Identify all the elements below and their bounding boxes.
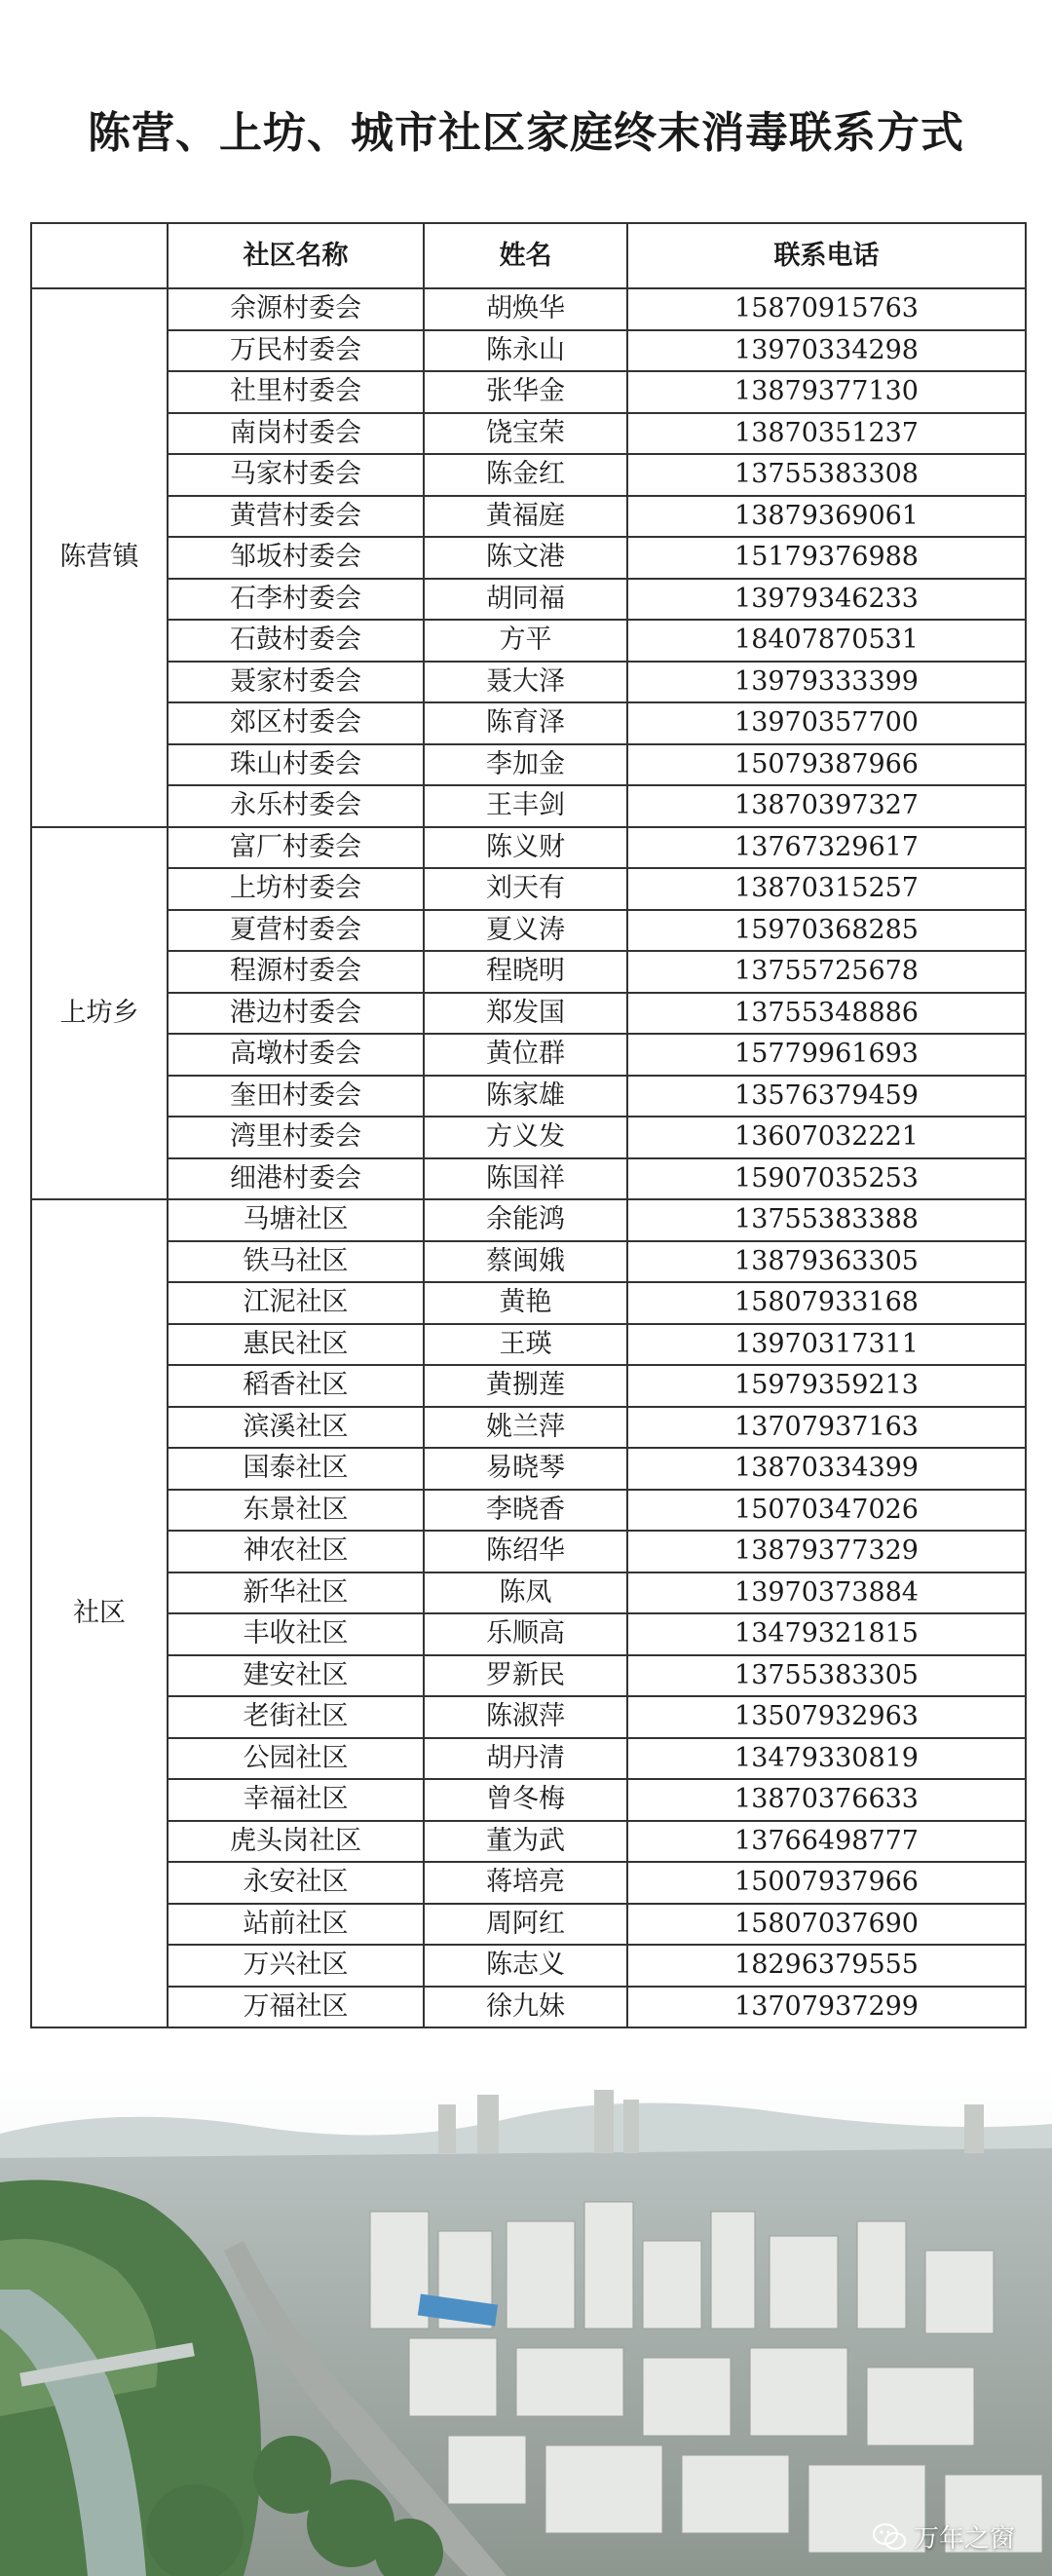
person-name-cell: 胡丹清	[424, 1738, 627, 1780]
community-name-cell: 丰收社区	[168, 1613, 424, 1655]
phone-cell: 13755383305	[627, 1655, 1026, 1697]
table-row	[31, 1862, 1026, 1904]
phone-cell: 13979333399	[627, 662, 1026, 703]
person-name-cell: 黄福庭	[424, 496, 627, 538]
community-name-cell: 稻香社区	[168, 1365, 424, 1407]
phone-cell: 15979359213	[627, 1365, 1026, 1407]
person-name-cell: 曾冬梅	[424, 1779, 627, 1821]
community-name-cell: 幸福社区	[168, 1779, 424, 1821]
table-row	[31, 1199, 1026, 1241]
wechat-icon	[873, 2523, 906, 2551]
phone-cell: 15907035253	[627, 1158, 1026, 1200]
person-name-cell: 余能鸿	[424, 1199, 627, 1241]
phone-cell: 15079387966	[627, 744, 1026, 786]
person-name-cell: 易晓琴	[424, 1448, 627, 1490]
person-name-cell: 黄艳	[424, 1282, 627, 1324]
community-name-cell: 夏营村委会	[168, 910, 424, 952]
contact-table	[30, 222, 1027, 2028]
person-name-cell: 陈育泽	[424, 702, 627, 744]
table-row	[31, 1655, 1026, 1697]
community-name-cell: 富厂村委会	[168, 827, 424, 869]
phone-cell: 13970357700	[627, 702, 1026, 744]
aerial-photo-illustration	[0, 2065, 1052, 2576]
community-name-cell: 珠山村委会	[168, 744, 424, 786]
community-name-cell: 程源村委会	[168, 951, 424, 993]
community-name-cell: 余源村委会	[168, 288, 424, 330]
phone-cell: 15070347026	[627, 1490, 1026, 1532]
table-row	[31, 1034, 1026, 1076]
community-name-cell: 石鼓村委会	[168, 620, 424, 662]
community-name-cell: 虎头岗社区	[168, 1821, 424, 1863]
town-aerial-photo	[0, 2065, 1052, 2576]
table-row	[31, 496, 1026, 538]
person-name-cell: 王瑛	[424, 1324, 627, 1366]
phone-cell: 18407870531	[627, 620, 1026, 662]
header-phone: 联系电话	[627, 223, 1026, 288]
table-row	[31, 1531, 1026, 1572]
community-name-cell: 湾里村委会	[168, 1117, 424, 1158]
community-name-cell: 高墩村委会	[168, 1034, 424, 1076]
phone-cell: 13755383308	[627, 454, 1026, 496]
phone-cell: 13479330819	[627, 1738, 1026, 1780]
table-row	[31, 744, 1026, 786]
community-name-cell: 马家村委会	[168, 454, 424, 496]
community-name-cell: 黄营村委会	[168, 496, 424, 538]
header-community-name: 社区名称	[168, 223, 424, 288]
person-name-cell: 陈金红	[424, 454, 627, 496]
community-name-cell: 铁马社区	[168, 1241, 424, 1283]
phone-cell: 13879377130	[627, 371, 1026, 413]
community-name-cell: 东景社区	[168, 1490, 424, 1532]
header-person-name: 姓名	[424, 223, 627, 288]
table-row	[31, 868, 1026, 910]
person-name-cell: 方平	[424, 620, 627, 662]
community-name-cell: 万福社区	[168, 1987, 424, 2028]
table-row	[31, 413, 1026, 455]
table-row	[31, 330, 1026, 372]
table-row	[31, 1738, 1026, 1780]
person-name-cell: 李晓香	[424, 1490, 627, 1532]
phone-cell: 13479321815	[627, 1613, 1026, 1655]
person-name-cell: 胡焕华	[424, 288, 627, 330]
community-name-cell: 神农社区	[168, 1531, 424, 1572]
phone-cell: 13970334298	[627, 330, 1026, 372]
table-row	[31, 537, 1026, 579]
watermark	[873, 2519, 1015, 2555]
phone-cell: 13766498777	[627, 1821, 1026, 1863]
table-row	[31, 1696, 1026, 1738]
person-name-cell: 黄位群	[424, 1034, 627, 1076]
person-name-cell: 陈家雄	[424, 1076, 627, 1118]
community-name-cell: 国泰社区	[168, 1448, 424, 1490]
phone-cell: 13979346233	[627, 579, 1026, 621]
person-name-cell: 郑发国	[424, 993, 627, 1035]
table-row	[31, 702, 1026, 744]
table-row	[31, 1282, 1026, 1324]
phone-cell: 15807037690	[627, 1904, 1026, 1946]
phone-cell: 13707937163	[627, 1407, 1026, 1449]
person-name-cell: 姚兰萍	[424, 1407, 627, 1449]
phone-cell: 13755383388	[627, 1199, 1026, 1241]
table-row	[31, 1572, 1026, 1614]
table-row	[31, 785, 1026, 827]
phone-cell: 13607032221	[627, 1117, 1026, 1158]
table-row	[31, 579, 1026, 621]
community-name-cell: 石李村委会	[168, 579, 424, 621]
person-name-cell: 黄捌莲	[424, 1365, 627, 1407]
table-row	[31, 910, 1026, 952]
community-name-cell: 社里村委会	[168, 371, 424, 413]
phone-cell: 13970373884	[627, 1572, 1026, 1614]
community-name-cell: 港边村委会	[168, 993, 424, 1035]
group-name-cell: 社区	[31, 1199, 168, 2027]
table-row	[31, 1158, 1026, 1200]
header-group	[31, 223, 168, 288]
phone-cell: 15007937966	[627, 1862, 1026, 1904]
table-row	[31, 1490, 1026, 1532]
phone-cell: 13707937299	[627, 1987, 1026, 2028]
table-row	[31, 951, 1026, 993]
phone-cell: 13970317311	[627, 1324, 1026, 1366]
person-name-cell: 徐九妹	[424, 1987, 627, 2028]
person-name-cell: 胡同福	[424, 579, 627, 621]
table-row	[31, 1945, 1026, 1987]
phone-cell: 13870376633	[627, 1779, 1026, 1821]
table-row	[31, 827, 1026, 869]
page-title: 陈营、上坊、城市社区家庭终末消毒联系方式	[88, 108, 964, 158]
person-name-cell: 刘天有	[424, 868, 627, 910]
phone-cell: 13879369061	[627, 496, 1026, 538]
person-name-cell: 夏义涛	[424, 910, 627, 952]
person-name-cell: 饶宝荣	[424, 413, 627, 455]
person-name-cell: 聂大泽	[424, 662, 627, 703]
group-name-cell: 陈营镇	[31, 288, 168, 827]
phone-cell: 15179376988	[627, 537, 1026, 579]
person-name-cell: 陈永山	[424, 330, 627, 372]
table-header-row	[31, 223, 1026, 288]
person-name-cell: 蒋培亮	[424, 1862, 627, 1904]
community-name-cell: 公园社区	[168, 1738, 424, 1780]
community-name-cell: 永安社区	[168, 1862, 424, 1904]
phone-cell: 15807933168	[627, 1282, 1026, 1324]
community-name-cell: 细港村委会	[168, 1158, 424, 1200]
table-row	[31, 1613, 1026, 1655]
watermark-text: 万年之窗	[913, 2524, 1015, 2554]
community-name-cell: 奎田村委会	[168, 1076, 424, 1118]
table-row	[31, 993, 1026, 1035]
community-name-cell: 马塘社区	[168, 1199, 424, 1241]
table-row	[31, 1779, 1026, 1821]
person-name-cell: 程晓明	[424, 951, 627, 993]
community-name-cell: 邹坂村委会	[168, 537, 424, 579]
community-name-cell: 聂家村委会	[168, 662, 424, 703]
person-name-cell: 陈国祥	[424, 1158, 627, 1200]
person-name-cell: 陈义财	[424, 827, 627, 869]
table-body	[31, 288, 1026, 2027]
phone-cell: 15779961693	[627, 1034, 1026, 1076]
community-name-cell: 惠民社区	[168, 1324, 424, 1366]
group-name-cell: 上坊乡	[31, 827, 168, 1200]
community-name-cell: 郊区村委会	[168, 702, 424, 744]
table-row	[31, 371, 1026, 413]
community-name-cell: 新华社区	[168, 1572, 424, 1614]
community-name-cell: 万民村委会	[168, 330, 424, 372]
table-row	[31, 620, 1026, 662]
table-row	[31, 288, 1026, 330]
phone-cell: 15870915763	[627, 288, 1026, 330]
table-row	[31, 1904, 1026, 1946]
person-name-cell: 陈凤	[424, 1572, 627, 1614]
person-name-cell: 陈淑萍	[424, 1696, 627, 1738]
community-name-cell: 万兴社区	[168, 1945, 424, 1987]
table-row	[31, 1821, 1026, 1863]
community-name-cell: 上坊村委会	[168, 868, 424, 910]
phone-cell: 13767329617	[627, 827, 1026, 869]
person-name-cell: 李加金	[424, 744, 627, 786]
table-row	[31, 1076, 1026, 1118]
person-name-cell: 张华金	[424, 371, 627, 413]
person-name-cell: 王丰剑	[424, 785, 627, 827]
community-name-cell: 站前社区	[168, 1904, 424, 1946]
phone-cell: 18296379555	[627, 1945, 1026, 1987]
person-name-cell: 蔡闽娥	[424, 1241, 627, 1283]
phone-cell: 13576379459	[627, 1076, 1026, 1118]
table-row	[31, 1241, 1026, 1283]
community-name-cell: 老街社区	[168, 1696, 424, 1738]
person-name-cell: 董为武	[424, 1821, 627, 1863]
phone-cell: 15970368285	[627, 910, 1026, 952]
person-name-cell: 陈绍华	[424, 1531, 627, 1572]
table-row	[31, 1117, 1026, 1158]
phone-cell: 13879363305	[627, 1241, 1026, 1283]
table-row	[31, 1987, 1026, 2028]
phone-cell: 13879377329	[627, 1531, 1026, 1572]
phone-cell: 13870397327	[627, 785, 1026, 827]
table-row	[31, 1448, 1026, 1490]
community-name-cell: 永乐村委会	[168, 785, 424, 827]
table-row	[31, 454, 1026, 496]
community-name-cell: 江泥社区	[168, 1282, 424, 1324]
community-name-cell: 滨溪社区	[168, 1407, 424, 1449]
person-name-cell: 方义发	[424, 1117, 627, 1158]
community-name-cell: 建安社区	[168, 1655, 424, 1697]
phone-cell: 13870334399	[627, 1448, 1026, 1490]
phone-cell: 13870351237	[627, 413, 1026, 455]
person-name-cell: 周阿红	[424, 1904, 627, 1946]
phone-cell: 13507932963	[627, 1696, 1026, 1738]
phone-cell: 13755725678	[627, 951, 1026, 993]
table-row	[31, 662, 1026, 703]
person-name-cell: 乐顺高	[424, 1613, 627, 1655]
table-row	[31, 1324, 1026, 1366]
person-name-cell: 陈志义	[424, 1945, 627, 1987]
person-name-cell: 陈文港	[424, 537, 627, 579]
community-name-cell: 南岗村委会	[168, 413, 424, 455]
person-name-cell: 罗新民	[424, 1655, 627, 1697]
table-row	[31, 1365, 1026, 1407]
phone-cell: 13755348886	[627, 993, 1026, 1035]
phone-cell: 13870315257	[627, 868, 1026, 910]
table-row	[31, 1407, 1026, 1449]
